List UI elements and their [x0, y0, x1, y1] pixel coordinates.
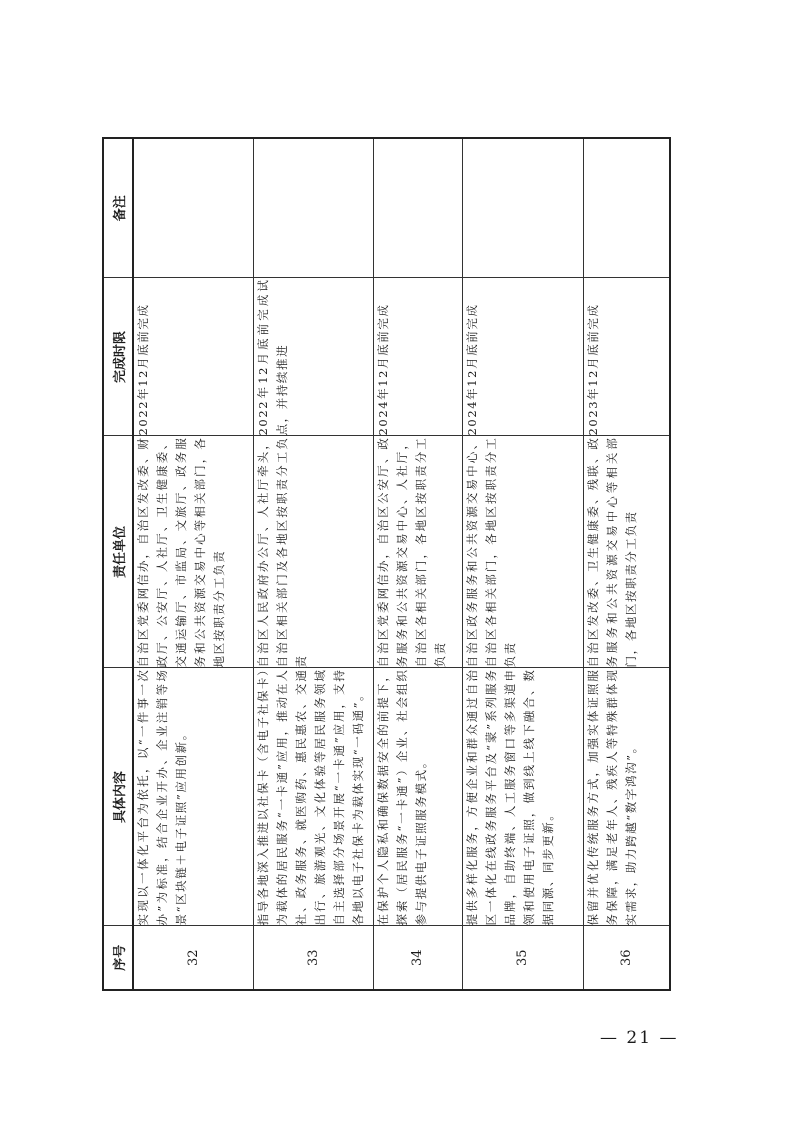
tasks-table: [102, 137, 671, 991]
row-responsible-unit: 自治区政务服务和公共资源交易中心、自治区各相关部门，各地区按职责分工负责: [462, 436, 583, 668]
row-content: 保留并优化传统服务方式，加强实体证照服务保障，满足老年人、残疾人等特殊群体现实需求，助力跨越“数字鸿沟”。: [583, 668, 670, 926]
row-responsible-unit: 自治区人民政府办公厅、人社厅牵头，自治区相关部门及各地区按职责分工负责: [253, 436, 373, 668]
row-number: 36: [583, 926, 670, 990]
row-deadline: 2023年12月底前完成: [583, 278, 670, 436]
row-deadline: 2022年12月底前完成试点，并持续推进: [253, 278, 373, 436]
table-row: [253, 138, 373, 990]
table-row: [462, 138, 583, 990]
header-time: 完成时限: [103, 278, 133, 436]
row-content: 在保护个人隐私和确保数据安全的前提下，探索（居民服务“一卡通”）企业、社会组织参与提供电子证照服务模式。: [373, 668, 462, 926]
header-unit: 责任单位: [103, 436, 133, 668]
row-responsible-unit: 自治区发改委、卫生健康委、残联、政务服务和公共资源交易中心等相关部门，各地区按职责分工负责: [583, 436, 670, 668]
row-deadline: 2024年12月底前完成: [462, 278, 583, 436]
table-row: [373, 138, 462, 990]
row-note: [253, 138, 373, 278]
table-row: [133, 138, 253, 990]
row-number: 32: [133, 926, 253, 990]
row-number: 33: [253, 926, 373, 990]
row-responsible-unit: 自治区党委网信办，自治区发改委、财政厅、公安厅、人社厅、卫生健康委、交通运输厅、市监局、文旅厅、政务服务和公共资源交易中心等相关部门，各地区按职责分工负责: [133, 436, 253, 668]
row-note: [373, 138, 462, 278]
row-content: 实现以一体化平台为依托，以“一件事一次办”为标准，结合企业开办、企业注销等场景“区块链＋电子证照”应用创新。: [133, 668, 253, 926]
row-deadline: 2022年12月底前完成: [133, 278, 253, 436]
table-header-row: [103, 138, 133, 990]
row-number: 35: [462, 926, 583, 990]
row-number: 34: [373, 926, 462, 990]
header-note: 备注: [103, 138, 133, 278]
row-note: [583, 138, 670, 278]
row-deadline: 2024年12月底前完成: [373, 278, 462, 436]
row-note: [133, 138, 253, 278]
row-content: 提供多样化服务，方便企业和群众通过自治区一体化在线政务服务平台及“蒙”系列服务品牌，自助终端、人工服务窗口等多渠道申领和使用电子证照，做到线上线下融合、数据同源、同步更新。: [462, 668, 583, 926]
table-row: [583, 138, 670, 990]
row-responsible-unit: 自治区党委网信办，自治区公安厅、政务服务和公共资源交易中心、人社厅，自治区各相关部门，各地区按职责分工负责: [373, 436, 462, 668]
row-content: 指导各地深入推进以社保卡（含电子社保卡）为载体的居民服务“一卡通”应用，推动在人社、政务服务、就医购药、惠民惠农、交通出行、旅游观光、文化体验等居民服务领域自主选择部分场景开展“一卡通”应用，支持各地以电子社保卡为载体实现“一码通”。: [253, 668, 373, 926]
row-note: [462, 138, 583, 278]
header-no: 序号: [103, 926, 133, 990]
rotated-table-wrapper: [102, 139, 669, 991]
page-number: — 21 —: [600, 1028, 679, 1048]
header-content: 具体内容: [103, 668, 133, 926]
